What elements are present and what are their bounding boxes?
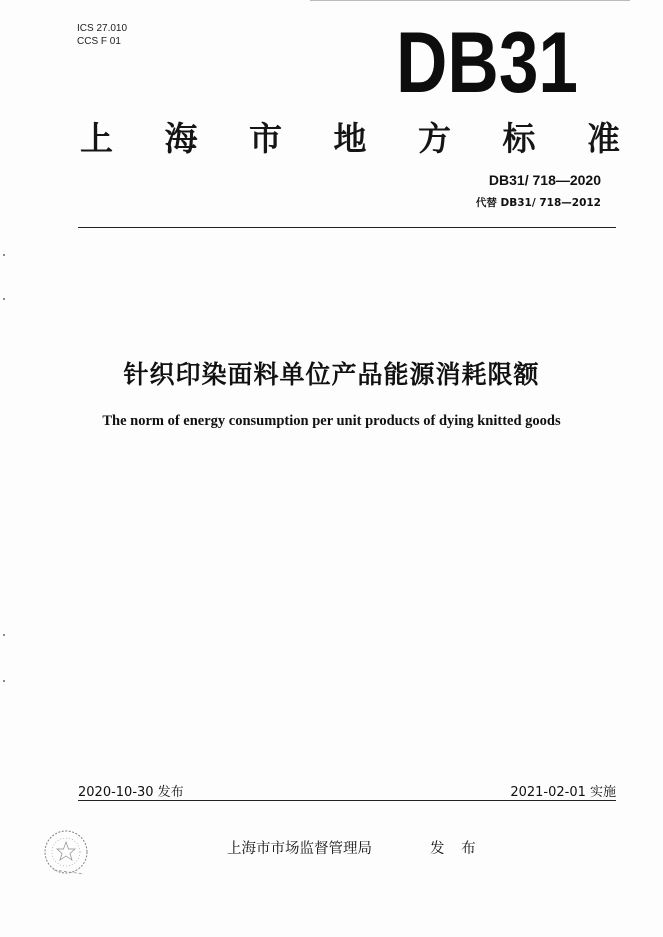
category-char: 海 — [164, 118, 198, 158]
category-char: 市 — [249, 118, 282, 158]
standard-category — [80, 112, 620, 160]
category-char: 上 — [80, 118, 113, 158]
scan-speck — [3, 298, 5, 300]
classification-codes — [77, 22, 127, 48]
issue-action: 发 布 — [430, 841, 482, 857]
header-divider — [78, 227, 616, 228]
category-char: 方 — [418, 118, 451, 158]
category-char: 标 — [502, 118, 536, 158]
scan-speck — [3, 634, 5, 636]
issuing-authority: 上海市市场监督管理局 — [227, 841, 372, 857]
title-english: The norm of energy consumption per unit products of dying knitted goods — [102, 413, 561, 429]
replaced-standard: 代替 DB31/ 718—2012 — [475, 197, 601, 209]
footer-divider — [78, 800, 616, 801]
db31-logo-text: DB31 — [396, 15, 578, 111]
category-char: 地 — [333, 118, 367, 158]
title-chinese: 针织印染面料单位产品能源消耗限额 — [123, 360, 540, 389]
standard-code: DB31/ 718—2020 — [488, 172, 601, 188]
issue-date: 2020-10-30 发布 — [78, 785, 184, 800]
scan-speck — [3, 254, 5, 256]
implementation-date: 2021-02-01 实施 — [510, 785, 616, 800]
top-edge-line — [310, 0, 630, 1]
category-char: 准 — [587, 118, 620, 158]
ics-code: ICS 27.010 — [77, 23, 128, 34]
db31-logo — [395, 15, 580, 111]
scan-speck — [3, 680, 5, 682]
ccs-code: CCS F 01 — [77, 36, 121, 47]
seal-stamp — [40, 826, 96, 878]
